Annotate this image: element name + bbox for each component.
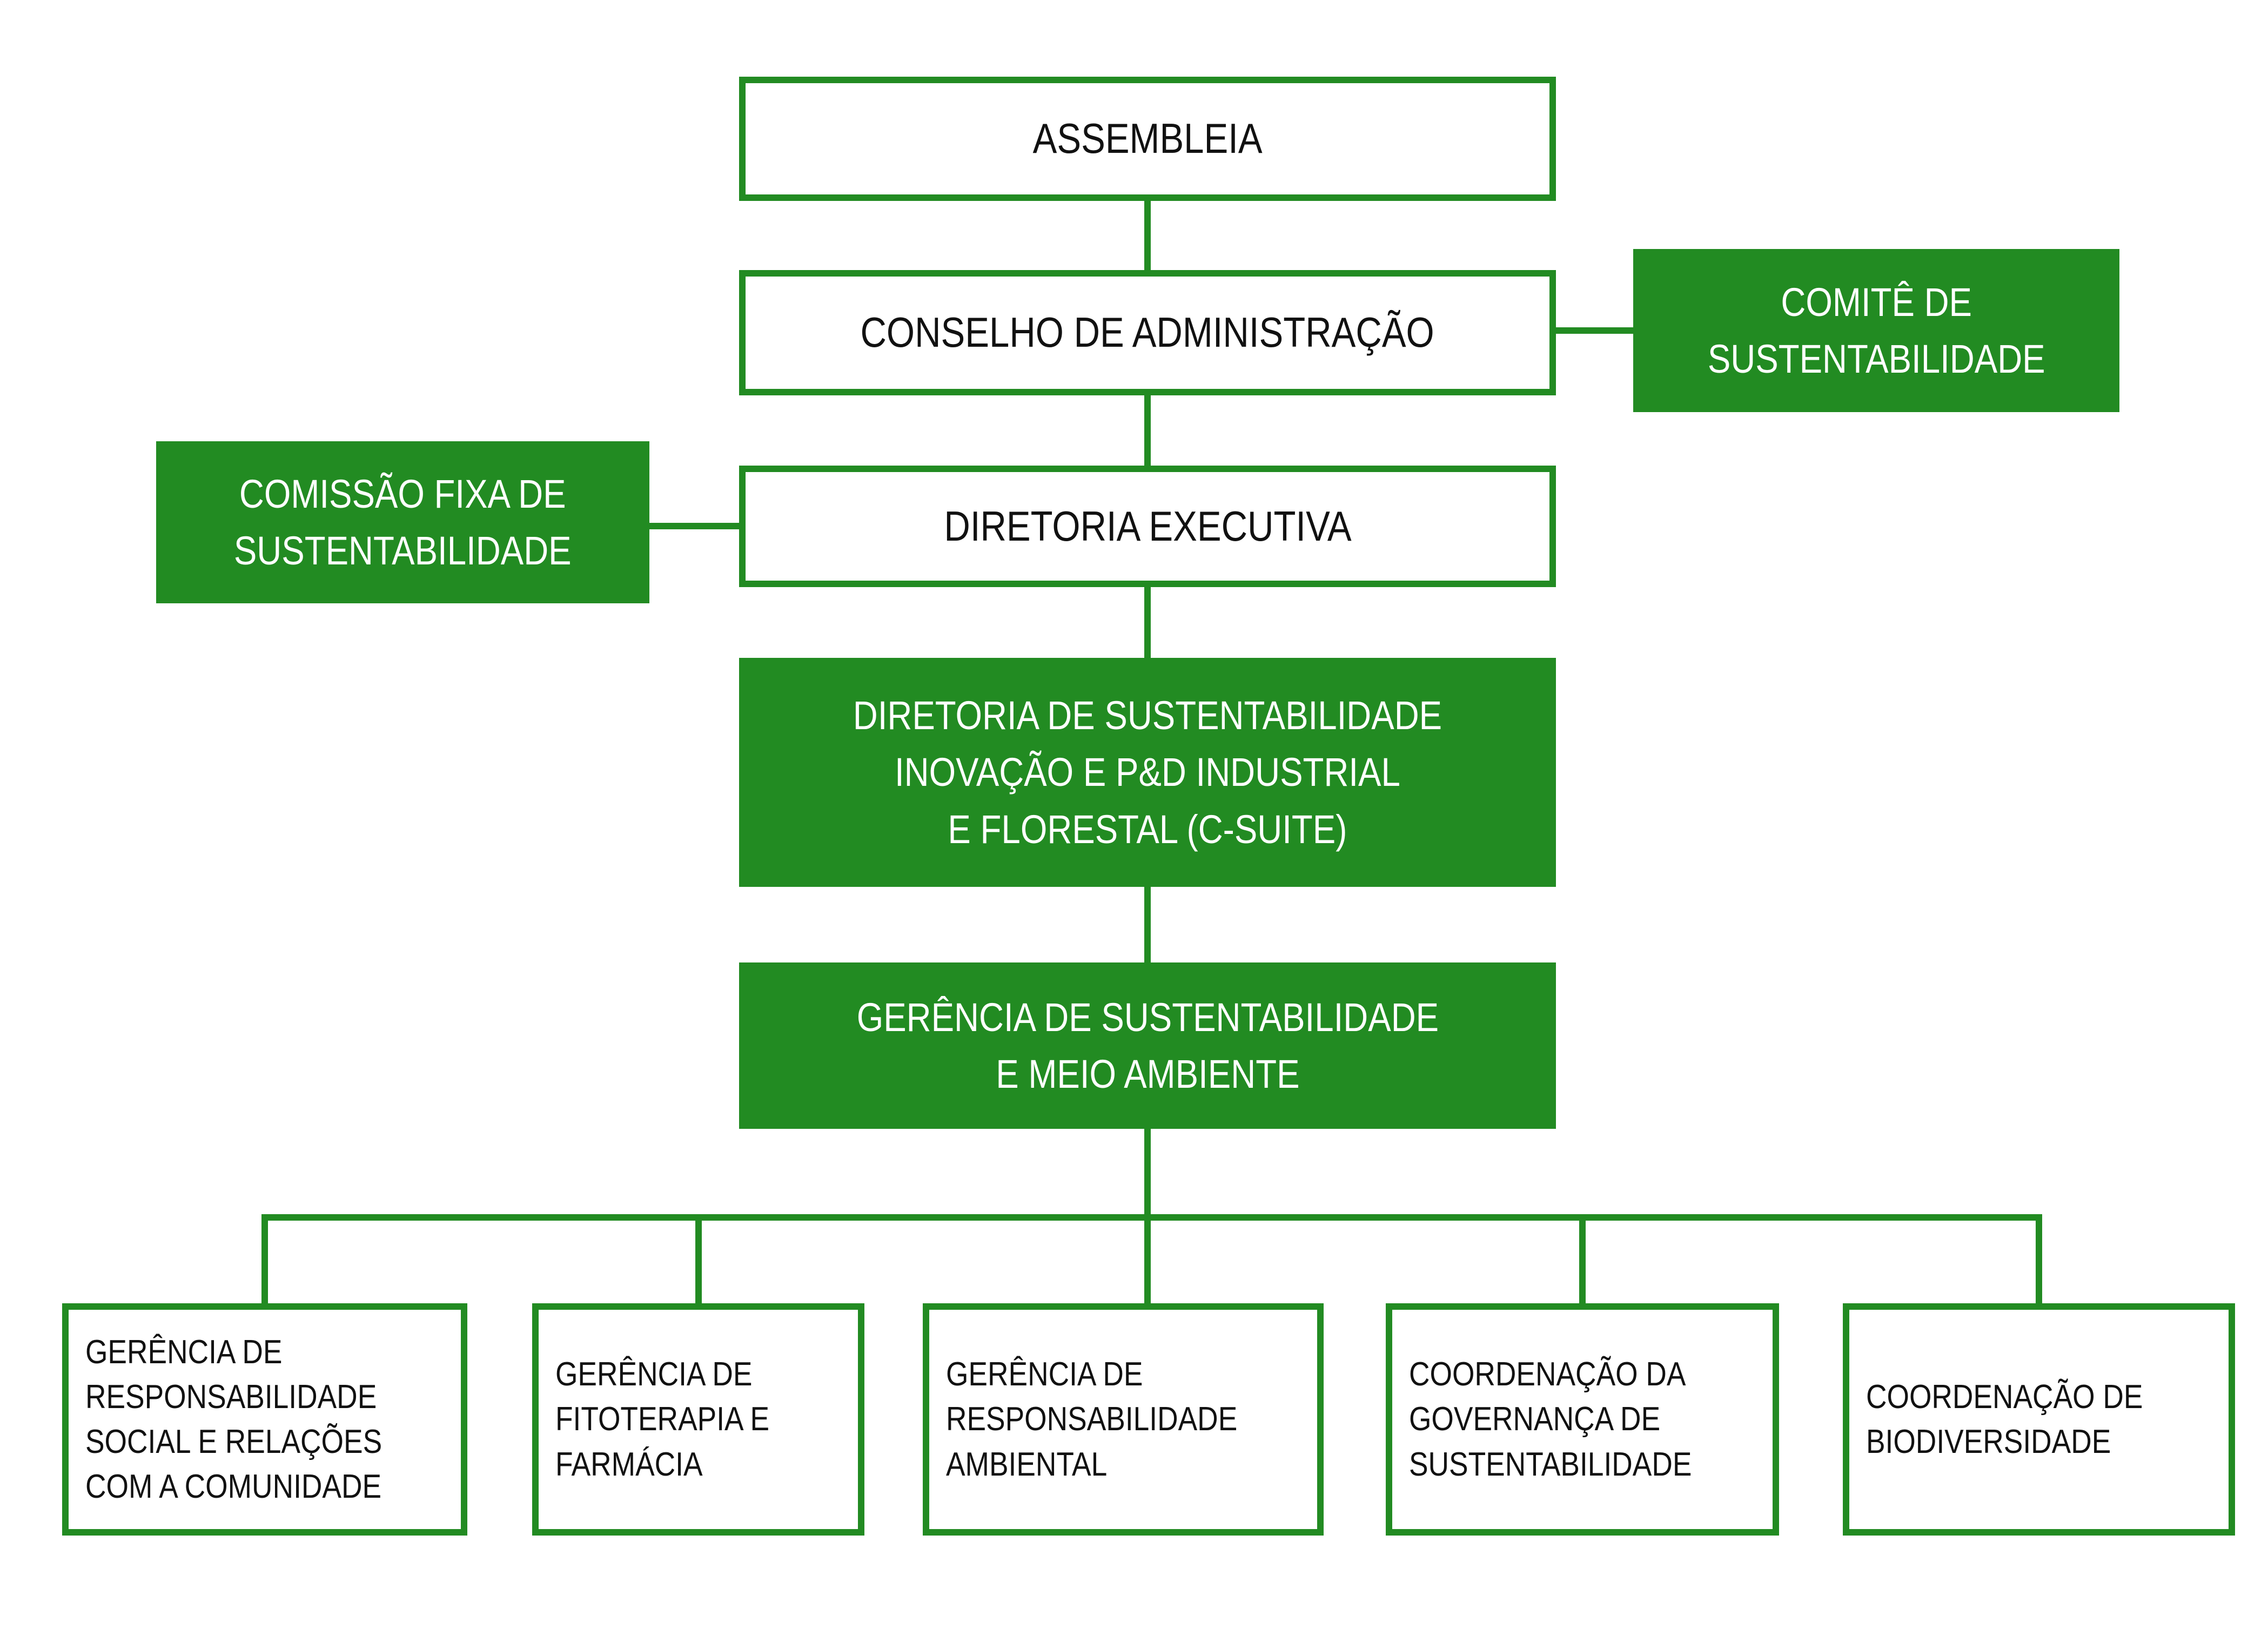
node-label-line: GERÊNCIA DE — [555, 1356, 753, 1393]
connector-drop-leaf-5 — [2036, 1214, 2042, 1307]
node-label-line: RESPONSABILIDADE — [85, 1378, 377, 1416]
node-coordenacao-biodiversidade — [1843, 1303, 2235, 1536]
node-label — [69, 1330, 382, 1509]
node-label-line: COM A COMUNIDADE — [85, 1468, 382, 1506]
node-label-line: DIRETORIA DE SUSTENTABILIDADE — [853, 693, 1442, 738]
node-label-line: SUSTENTABILIDADE — [234, 528, 572, 573]
node-label-line: GERÊNCIA DE — [85, 1333, 283, 1371]
node-label-line: GERÊNCIA DE SUSTENTABILIDADE — [856, 994, 1439, 1040]
node-label — [1392, 1352, 1692, 1486]
node-label-line: FITOTERAPIA E — [555, 1401, 770, 1438]
node-gerencia-responsabilidade-social — [62, 1303, 467, 1536]
node-label-line: FARMÁCIA — [555, 1445, 703, 1483]
node-label — [853, 687, 1442, 857]
node-label-line: GERÊNCIA DE — [945, 1356, 1143, 1393]
node-label-line: BIODIVERSIDADE — [1866, 1423, 2111, 1460]
connector-conselho-comite — [1555, 327, 1636, 334]
node-label — [929, 1352, 1237, 1486]
node-label-line: COMISSÃO FIXA DE — [239, 471, 566, 516]
node-label — [856, 989, 1438, 1102]
node-label — [539, 1352, 769, 1486]
node-label-line: GOVERNANÇA DE — [1408, 1401, 1661, 1438]
node-label-line: RESPONSABILIDADE — [945, 1401, 1238, 1438]
connector-assembleia-conselho — [1144, 201, 1151, 272]
node-label — [234, 466, 572, 579]
node-assembleia — [739, 77, 1556, 201]
node-label-line: SOCIAL E RELAÇÕES — [85, 1423, 383, 1460]
node-comite-sustentabilidade — [1633, 249, 2119, 412]
connector-drop-leaf-2 — [695, 1214, 702, 1307]
node-label — [944, 499, 1351, 554]
node-label-line: COMITÊ DE — [1781, 279, 1972, 325]
node-label-line: SUSTENTABILIDADE — [1408, 1445, 1692, 1483]
connector-drop-leaf-4 — [1579, 1214, 1586, 1307]
node-conselho-administracao — [739, 270, 1556, 395]
node-diretoria-sustentabilidade — [739, 658, 1556, 887]
node-label-line: COORDENAÇÃO DE — [1866, 1378, 2143, 1416]
node-coordenacao-governanca-sustentabilidade — [1386, 1303, 1779, 1536]
node-comissao-fixa-sustentabilidade — [156, 441, 649, 603]
node-label — [1708, 274, 2045, 387]
node-label-line: COORDENAÇÃO DA — [1408, 1356, 1686, 1393]
node-label-line: E FLORESTAL (C-SUITE) — [948, 806, 1347, 852]
connector-diretoria-executiva-diretoria-sustentabilidade — [1144, 586, 1151, 659]
node-gerencia-sustentabilidade-meio-ambiente — [739, 962, 1556, 1129]
node-label-line: ASSEMBLEIA — [1032, 115, 1263, 163]
node-label-line: AMBIENTAL — [945, 1445, 1108, 1483]
node-gerencia-fitoterapia-farmacia — [532, 1303, 864, 1536]
connector-drop-leaf-1 — [261, 1214, 268, 1307]
node-label — [1849, 1375, 2143, 1464]
connector-comissao-diretoria-executiva — [647, 523, 742, 529]
node-label-line: E MEIO AMBIENTE — [995, 1052, 1300, 1096]
node-label-line: SUSTENTABILIDADE — [1707, 336, 2045, 381]
node-label-line: CONSELHO DE ADMINISTRAÇÃO — [860, 308, 1435, 356]
node-label — [861, 305, 1434, 360]
connector-conselho-diretoria-executiva — [1144, 394, 1151, 468]
node-label-line: INOVAÇÃO E P&D INDUSTRIAL — [895, 750, 1400, 795]
node-label — [1032, 111, 1262, 166]
connector-distributor-rail — [261, 1214, 2042, 1221]
connector-diretoria-sustentabilidade-gerencia — [1144, 886, 1151, 964]
node-gerencia-responsabilidade-ambiental — [923, 1303, 1324, 1536]
node-label-line: DIRETORIA EXECUTIVA — [943, 502, 1352, 550]
node-diretoria-executiva — [739, 466, 1556, 587]
